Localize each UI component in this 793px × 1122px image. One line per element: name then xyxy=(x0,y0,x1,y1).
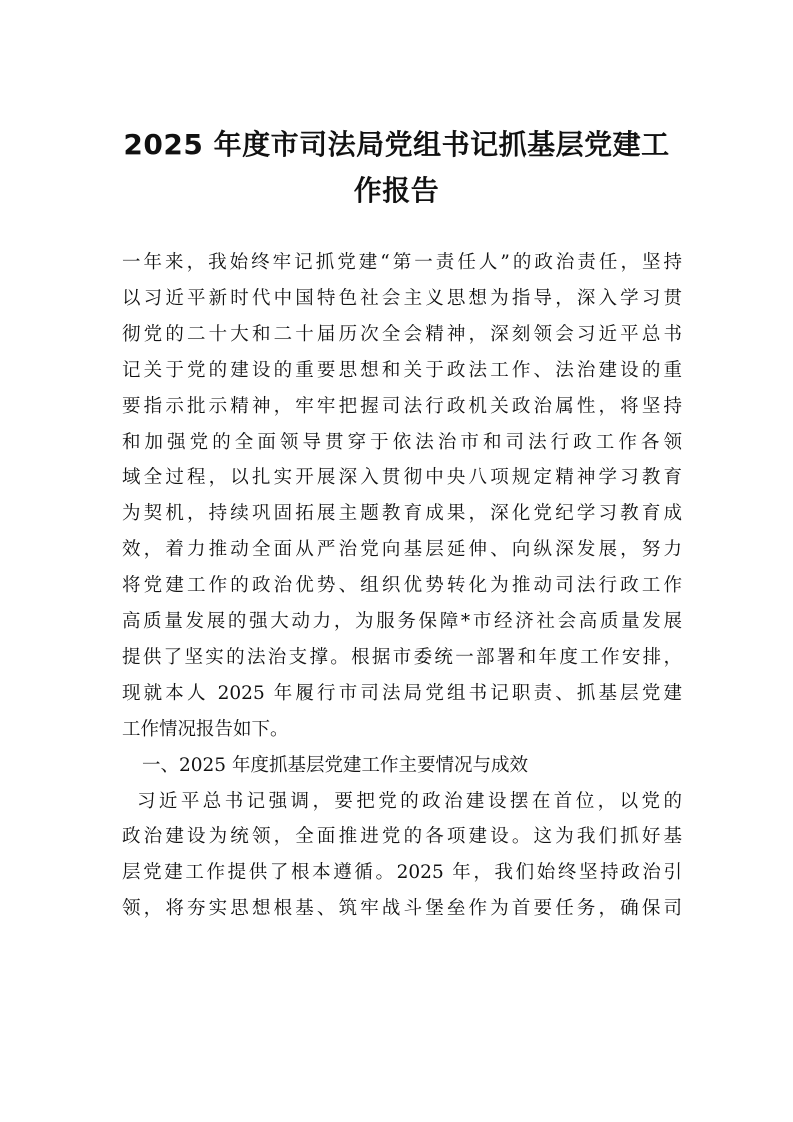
paragraph-2-line: 政治建设为统领，全面推进党的各项建设。这为我们抓好基 xyxy=(122,826,682,848)
document-title-line-1: 2025 年度市司法局党组书记抓基层党建工 xyxy=(123,128,670,161)
paragraph-2-line: 习近平总书记强调，要把党的政治建设摆在首位，以党的 xyxy=(137,790,682,812)
paragraph-1-line: 效，着力推动全面从严治党向基层延伸、向纵深发展，努力 xyxy=(122,539,682,561)
paragraph-2-line: 领，将夯实思想根基、筑牢战斗堡垒作为首要任务，确保司 xyxy=(122,898,682,920)
paragraph-1-line: 以习近平新时代中国特色社会主义思想为指导，深入学习贯 xyxy=(122,287,682,309)
paragraph-1-line: 记关于党的建设的重要思想和关于政法工作、法治建设的重 xyxy=(122,359,682,381)
paragraph-1-line: 彻党的二十大和二十届历次全会精神，深刻领会习近平总书 xyxy=(122,323,682,345)
paragraph-1-line: 提供了坚实的法治支撑。根据市委统一部署和年度工作安排， xyxy=(122,646,682,668)
paragraph-1-line: 将党建工作的政治优势、组织优势转化为推动司法行政工作 xyxy=(122,575,682,597)
paragraph-1-line: 一年来，我始终牢记抓党建“第一责任人”的政治责任，坚持 xyxy=(122,252,682,273)
paragraph-1-line: 工作情况报告如下。 xyxy=(122,718,289,740)
paragraph-1-line: 为契机，持续巩固拓展主题教育成果，深化党纪学习教育成 xyxy=(122,503,682,525)
paragraph-1-line: 要指示批示精神，牢牢把握司法行政机关政治属性，将坚持 xyxy=(122,395,682,417)
paragraph-1-line: 和加强党的全面领导贯穿于依法治市和司法行政工作各领 xyxy=(122,431,682,453)
document-title-line-2: 作报告 xyxy=(353,174,440,207)
section-heading: 一、2025 年度抓基层党建工作主要情况与成效 xyxy=(142,754,528,776)
paragraph-2-line: 层党建工作提供了根本遵循。2025 年，我们始终坚持政治引 xyxy=(122,862,682,884)
paragraph-1-line: 高质量发展的强大动力，为服务保障*市经济社会高质量发展 xyxy=(122,611,682,632)
paragraph-1-line: 现就本人 2025 年履行市司法局党组书记职责、抓基层党建 xyxy=(122,682,682,704)
paragraph-1-line: 域全过程，以扎实开展深入贯彻中央八项规定精神学习教育 xyxy=(122,467,682,489)
